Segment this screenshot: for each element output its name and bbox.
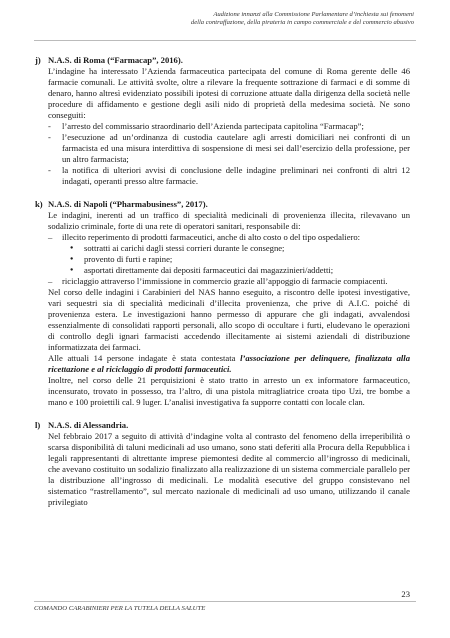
section-k-bullet: ● provento di furti e rapine; [48, 254, 410, 265]
section-k-bullet: ● asportati direttamente dai depositi farmaceutici dai magazzinieri/addetti; [48, 265, 410, 276]
section-l-paragraph: Nel febbraio 2017 a seguito di attività d’indagine volta al contrasto del fenomeno della irreperibilità o scarsa disponibilità di taluni medicinali ad uso umano, sono stati deferiti alla Procura della Repubblica i legali rappresentanti di altrettante imprese piemontesi dedite al commercio all’ingrosso di medicinali, che avevano costituito un sodalizio finalizzato alla realizzazione di un sistema commerciale parallelo per la distribuzione all’ingrosso di medicinali. Le modalità esecutive del gruppo consistevano nel sistematico “rastrellamento”, sul mercato nazionale di medicinali ad uso umano, utilizzando il canale privilegiato [48, 431, 410, 507]
section-k-item [48, 232, 410, 276]
section-j-item: - la notifica di ulteriori avvisi di conclusione delle indagine preliminari nei confronti di altri 12 indagati, operanti presso altre farmacie. [48, 165, 410, 187]
section-j-heading: N.A.S. di Roma (“Farmacap”, 2016). [48, 55, 183, 65]
dash-marker: – [48, 232, 53, 242]
section-l-letter: l) [35, 420, 41, 430]
section-j-list [48, 121, 410, 187]
section-k-bullet: ● sottratti ai carichi dagli stessi corrieri durante le consegne; [48, 243, 410, 254]
section-j-item: - l’arresto del commissario straordinario dell’Azienda partecipata capitolina “Farmacap”; [48, 121, 410, 132]
section-k-item-text: riciclaggio attraverso l’immissione in commercio grazie all’appoggio di farmacie compiacenti. [62, 276, 388, 286]
header-line-1: Audizione innanzi alla Commissione Parlamentare d’inchiesta sui fenomeni [213, 11, 414, 18]
running-footer: COMANDO CARABINIERI PER LA TUTELA DELLA SALUTE [34, 605, 206, 612]
section-k-paragraph-2: Nel corso delle indagini i Carabinieri del NAS hanno eseguito, a riscontro delle ipotesi investigative, vari sequestri sia di specialità medicinali d’illecita provenienza, che prive di A.I.C. poiché di provenienza estera. Le investigazioni hanno permesso di appurare che gli indagati, avvalendosi essenzialmente di consolidati rapporti personali, allo scopo di occultare i furti, eludevano le operazioni di controllo degli ignari farmacisti accedendo illecitamente ai sistemi aziendali di distribuzione informatizzata dei farmaci. [48, 287, 410, 352]
section-j-letter: j) [35, 55, 41, 65]
section-l [35, 420, 410, 508]
section-k-sublist [48, 243, 410, 276]
section-k [35, 199, 410, 408]
running-header [74, 11, 414, 28]
footer-divider [34, 601, 416, 602]
header-line-2: della contraffazione, della pirateria in campo commerciale e del commercio abusivo [190, 19, 414, 27]
section-j-item: - l’esecuzione ad un’ordinanza di custodia cautelare agli arresti domiciliari nei confronti di un farmacista ed una misura interdittiva di sospensione di mesi sei dall’esercizio della professione, per un altro farmacista; [48, 132, 410, 165]
header-divider [34, 40, 416, 41]
document-body [35, 55, 410, 508]
section-j [35, 55, 410, 187]
section-j-title [35, 55, 410, 66]
section-l-heading: N.A.S. di Alessandria. [48, 420, 129, 430]
section-k-heading: N.A.S. di Napoli (“Pharmabusiness”, 2017). [48, 199, 208, 209]
section-k-item [48, 276, 410, 287]
section-k-charge: l’associazione per delinquere, finalizzata alla ricettazione e al riciclaggio di prodotti farmaceutici. [48, 353, 410, 374]
section-k-title [35, 199, 410, 210]
section-k-letter: k) [35, 199, 43, 209]
section-k-paragraph-4: Inoltre, nel corso delle 21 perquisizioni è stato tratto in arresto un ex informatore farmaceutico, incensurato, trovato in possesso, tra l’altro, di una pistola mitragliatrice croata tipo Uzi, tre bombe a mano e 100 proiettili cal. 9 luger. L’analisi investigativa fa supporre contatti con locale clan. [48, 375, 410, 407]
section-k-item-text: illecito reperimento di prodotti farmaceutici, anche di alto costo o del tipo ospedaliero: [62, 232, 361, 242]
section-k-paragraph-3 [48, 353, 410, 375]
section-l-title [35, 420, 410, 431]
section-k-paragraph-1: Le indagini, inerenti ad un traffico di specialità medicinali di provenienza illecita, rilevavano un sodalizio criminale, forte di una rete di operatori sanitari, responsabile di: [48, 210, 410, 231]
page-number: 23 [401, 589, 410, 599]
dash-marker: – [48, 276, 53, 286]
section-k-list [48, 232, 410, 287]
section-j-paragraph: L’indagine ha interessato l’Azienda farmaceutica partecipata del comune di Roma gerente delle 46 farmacie comunali. Le attività svolte, oltre a rilevare la frequente sottrazione di farmaci e di somme di denaro, hanno altresì evidenziato possibili ipotesi di corruzione attuate dalla dirigenza della società nelle procedure di affidamento e gestione degli asili nido di proprietà della medesima società. Ne sono conseguiti: [48, 66, 410, 120]
section-k-paragraph-3-text: Alle attuali 14 persone indagate è stata contestata [48, 353, 241, 363]
